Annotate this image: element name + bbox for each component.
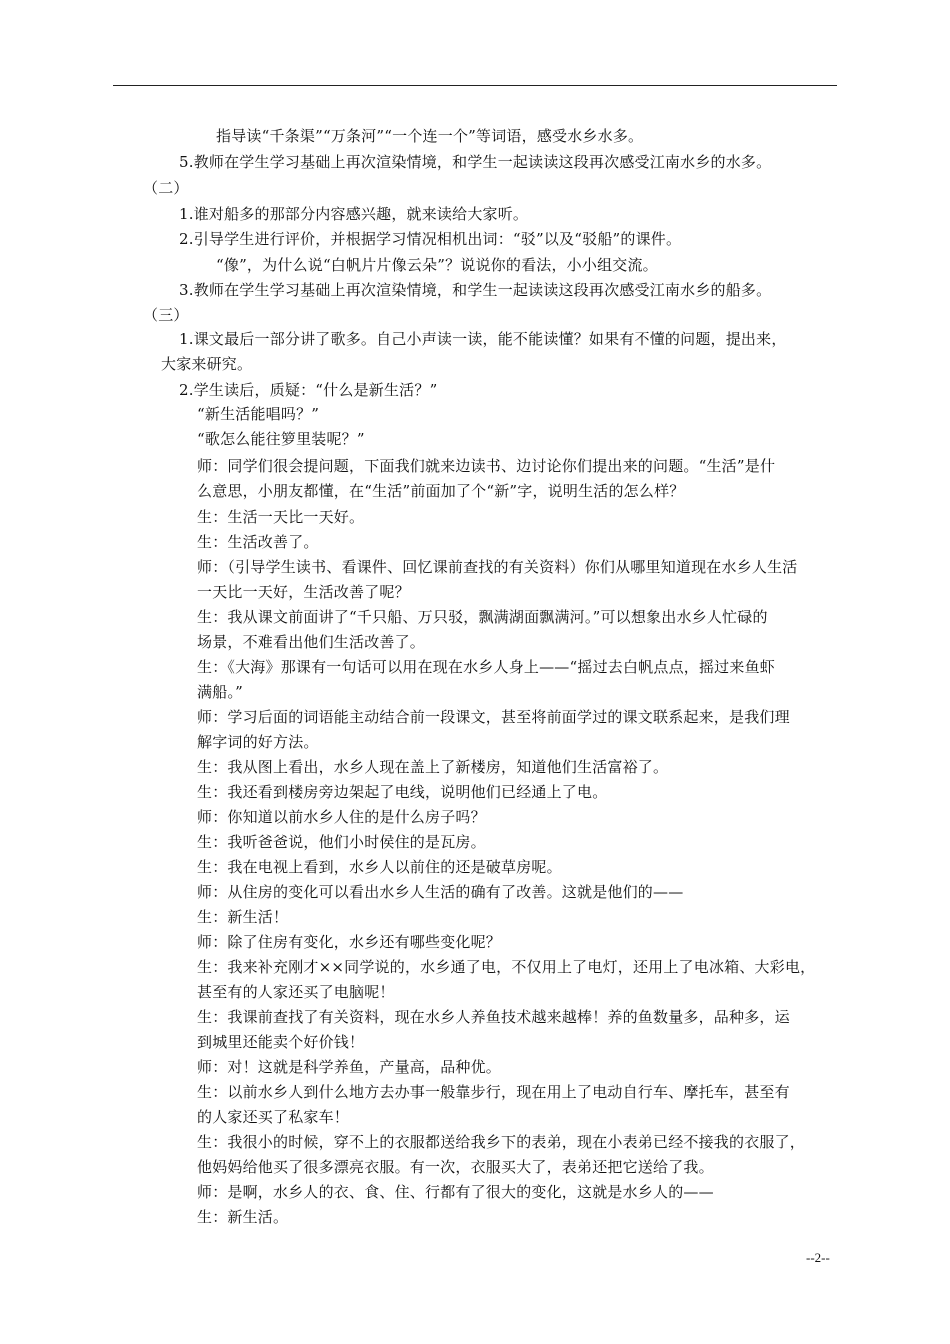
dialogue-line: 生：我很小的时候，穿不上的衣服都送给我乡下的表弟，现在小表弟已经不接我的衣服了，	[197, 1133, 806, 1151]
header-rule	[113, 85, 837, 86]
dialogue-line: 生：新生活！	[197, 908, 289, 926]
text-line: 指导读“千条渠”“万条河”“一个连一个”等词语，感受水乡水多。	[216, 127, 644, 145]
dialogue-line: 生：生活改善了。	[197, 533, 319, 551]
dialogue-line: 师：从住房的变化可以看出水乡人生活的确有了改善。这就是他们的——	[197, 883, 684, 901]
dialogue-line: 师：（引导学生读书、看课件、回忆课前查找的有关资料）你们从哪里知道现在水乡人生活	[197, 558, 798, 576]
dialogue-line: 师：学习后面的词语能主动结合前一段课文，甚至将前面学过的课文联系起来，是我们理	[197, 708, 790, 726]
dialogue-line: 满船。”	[197, 683, 243, 701]
dialogue-line: 生：我从图上看出，水乡人现在盖上了新楼房，知道他们生活富裕了。	[197, 758, 669, 776]
dialogue-line: 生：生活一天比一天好。	[197, 508, 365, 526]
text-line: “像”，为什么说“白帆片片像云朵”？说说你的看法，小小组交流。	[216, 256, 658, 274]
dialogue-line: 师：同学们很会提问题，下面我们就来边读书、边讨论你们提出来的问题。“生活”是什	[197, 457, 776, 475]
text-line: 1.课文最后一部分讲了歌多。自己小声读一读，能不能读懂？如果有不懂的问题，提出来，	[179, 330, 787, 348]
dialogue-line: 甚至有的人家还买了电脑呢！	[197, 983, 395, 1001]
section-heading: （三）	[143, 306, 189, 324]
dialogue-line: 师：你知道以前水乡人住的是什么房子吗？	[197, 808, 486, 826]
text-line: “歌怎么能往箩里装呢？”	[197, 430, 365, 448]
dialogue-line: 生：新生活。	[197, 1208, 289, 1226]
dialogue-line: 一天比一天好，生活改善了呢？	[197, 583, 410, 601]
text-line: 2.引导学生进行评价，并根据学习情况相机出词：“驳”以及“驳船”的课件。	[179, 230, 682, 248]
dialogue-line: 生：我来补充刚才××同学说的，水乡通了电，不仅用上了电灯，还用上了电冰箱、大彩电，	[197, 958, 816, 976]
text-line: 1.谁对船多的那部分内容感兴趣，就来读给大家听。	[179, 205, 529, 223]
dialogue-line: 生：我在电视上看到，水乡人以前住的还是破草房呢。	[197, 858, 562, 876]
dialogue-line: 么意思，小朋友都懂，在“生活”前面加了个“新”字，说明生活的怎么样？	[197, 482, 685, 500]
dialogue-line: 生：我听爸爸说，他们小时侯住的是瓦房。	[197, 833, 486, 851]
text-line: 2.学生读后，质疑：“什么是新生活？”	[179, 381, 438, 399]
dialogue-line: 生：我还看到楼房旁边架起了电线，说明他们已经通上了电。	[197, 783, 608, 801]
dialogue-line: 师：对！这就是科学养鱼，产量高，品种优。	[197, 1058, 502, 1076]
dialogue-line: 到城里还能卖个好价钱！	[197, 1033, 365, 1051]
text-line: 3.教师在学生学习基础上再次渲染情境，和学生一起读读这段再次感受江南水乡的船多。	[179, 281, 772, 299]
section-heading: （二）	[143, 179, 189, 197]
text-line: “新生活能唱吗？”	[197, 405, 320, 423]
dialogue-line: 生：我课前查找了有关资料，现在水乡人养鱼技术越来越棒！养的鱼数量多，品种多，运	[197, 1008, 790, 1026]
dialogue-line: 生：我从课文前面讲了“千只船、万只驳，飘满湖面飘满河。”可以想象出水乡人忙碌的	[197, 608, 768, 626]
dialogue-line: 他妈妈给他买了很多漂亮衣服。有一次，衣服买大了，表弟还把它送给了我。	[197, 1158, 714, 1176]
dialogue-line: 的人家还买了私家车！	[197, 1108, 350, 1126]
text-line: 5.教师在学生学习基础上再次渲染情境，和学生一起读读这段再次感受江南水乡的水多。	[179, 153, 772, 171]
dialogue-line: 师：是啊，水乡人的衣、食、住、行都有了很大的变化，这就是水乡人的——	[197, 1183, 714, 1201]
dialogue-line: 师：除了住房有变化，水乡还有哪些变化呢？	[197, 933, 502, 951]
dialogue-line: 生：《大海》那课有一句话可以用在现在水乡人身上——“摇过去白帆点点，摇过来鱼虾	[197, 658, 775, 676]
page-number: --2--	[806, 1250, 830, 1265]
dialogue-line: 生：以前水乡人到什么地方去办事一般靠步行，现在用上了电动自行车、摩托车，甚至有	[197, 1083, 790, 1101]
dialogue-line: 场景，不难看出他们生活改善了。	[197, 633, 426, 651]
dialogue-line: 解字词的好方法。	[197, 733, 319, 751]
text-line: 大家来研究。	[161, 355, 253, 373]
